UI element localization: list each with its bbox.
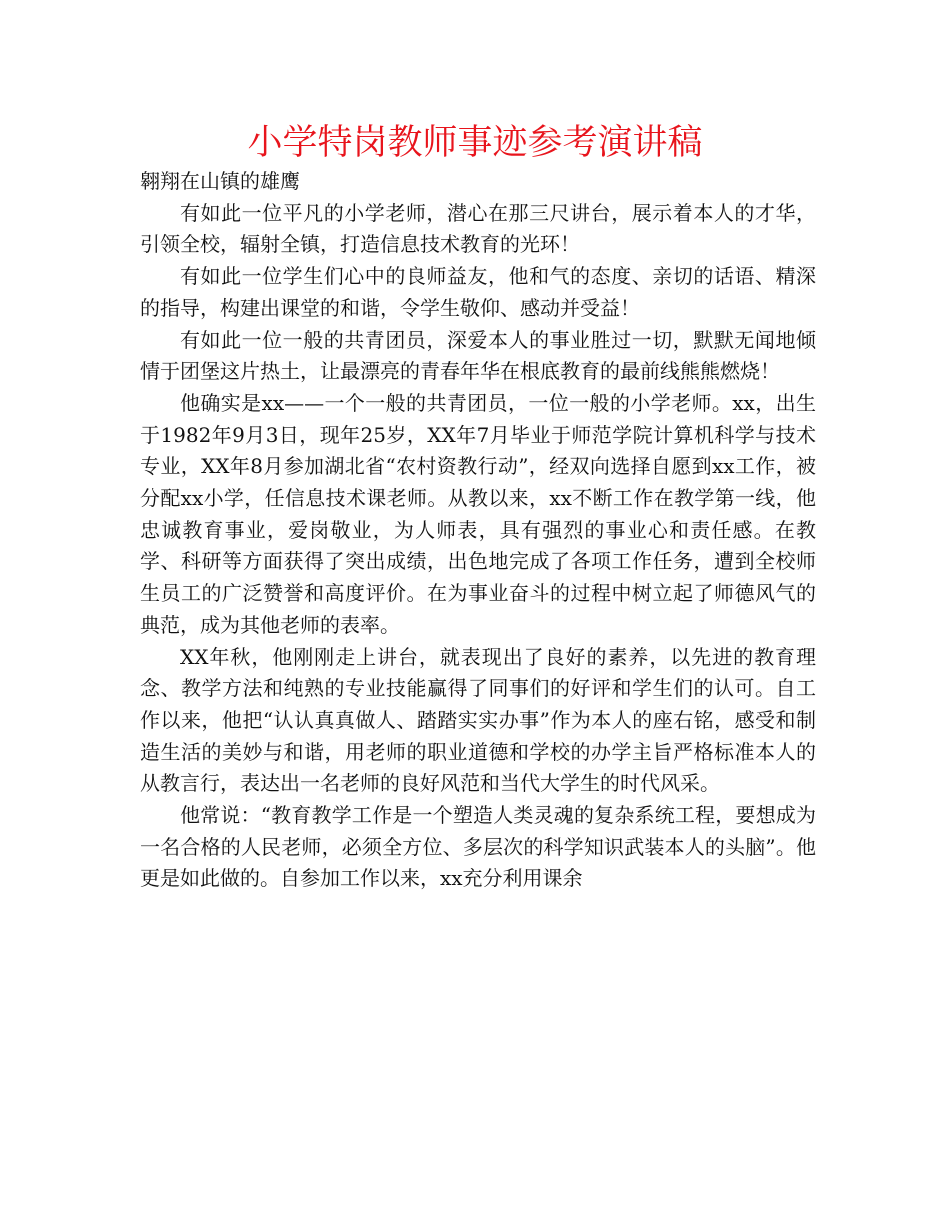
- paragraph-2: 有如此一位学生们心中的良师益友，他和气的态度、亲切的话语、精深的指导，构建出课堂的和谐，令学生敬仰、感动并受益！: [140, 264, 816, 320]
- paragraph-4: 他确实是xx——一个一般的共青团员，一位一般的小学老师。xx，出生于1982年9月3日，现年25岁，XX年7月毕业于师范学院计算机科学与技术专业，XX年8月参加湖北省“农村资教行动”，经双向选择自愿到xx工作，被分配xx小学，任信息技术课老师。从教以来，xx不断工作在教学第一线，他忠诚教育事业，爱岗敬业，为人师表，具有强烈的事业心和责任感。在教学、科研等方面获得了突出成绩，出色地完成了各项工作任务，遭到全校师生员工的广泛赞誉和高度评价。在为事业奋斗的过程中树立起了师德风气的典范，成为其他老师的表率。: [140, 390, 816, 637]
- document-body: [140, 166, 816, 895]
- document-subtitle: 翱翔在山镇的雄鹰: [140, 169, 300, 193]
- paragraph-3: 有如此一位一般的共青团员，深爱本人的事业胜过一切，默默无闻地倾情于团堡这片热土，让最漂亮的青春年华在根底教育的最前线熊熊燃烧！: [140, 327, 816, 384]
- paragraph-5: XX年秋，他刚刚走上讲台，就表现出了良好的素养，以先进的教育理念、教学方法和纯熟的专业技能赢得了同事们的好评和学生们的认可。自工作以来，他把“认认真真做人、踏踏实实办事”作为本人的座右铭，感受和制造生活的美妙与和谐，用老师的职业道德和学校的办学主旨严格标准本人的从教言行，表达出一名老师的良好风范和当代大学生的时代风采。: [140, 644, 816, 796]
- paragraph-1: 有如此一位平凡的小学老师，潜心在那三尺讲台，展示着本人的才华，引领全校，辐射全镇，打造信息技术教育的光环！: [140, 200, 816, 257]
- document-title: 小学特岗教师事迹参考演讲稿: [247, 123, 703, 163]
- paragraph-6: 他常说：“教育教学工作是一个塑造人类灵魂的复杂系统工程，要想成为一名合格的人民老师，必须全方位、多层次的科学知识武装本人的头脑”。他更是如此做的。自参加工作以来，xx充分利用课余: [140, 803, 816, 891]
